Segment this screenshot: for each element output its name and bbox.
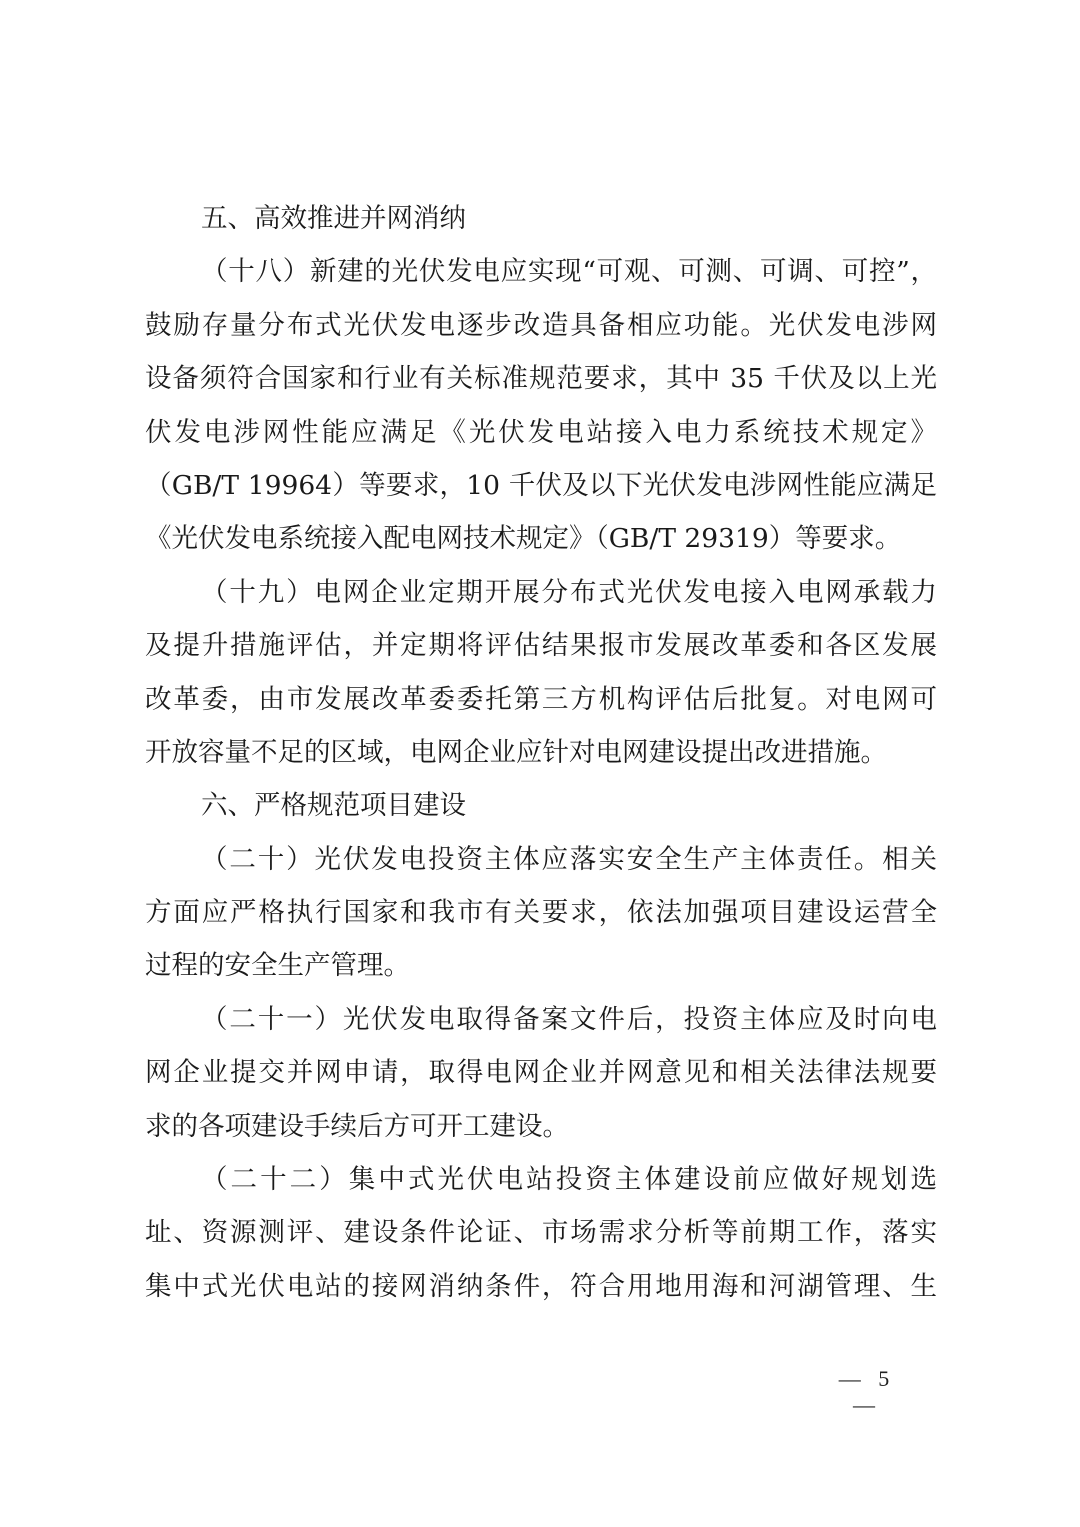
text-line: 过程的安全生产管理。 — [145, 950, 410, 982]
text-line: 开放容量不足的区域，电网企业应针对电网建设提出改进措施。 — [145, 736, 887, 768]
text-line: 鼓励存量分布式光伏发电逐步改造具备相应功能。光伏发电涉网 — [145, 309, 937, 341]
text-line: 伏发电涉网性能应满足《光伏发电站接入电力系统技术规定》 — [145, 416, 937, 448]
text-line: 五、高效推进并网消纳 — [201, 203, 466, 234]
text-line: （二十）光伏发电投资主体应落实安全生产主体责任。相关 — [201, 843, 937, 875]
text-line: 六、严格规范项目建设 — [201, 790, 466, 822]
document-body — [145, 192, 937, 1313]
text-line: 网企业提交并网申请，取得电网企业并网意见和相关法律法规要 — [145, 1057, 937, 1089]
text-line: 改革委，由市发展改革委委托第三方机构评估后批复。对电网可 — [145, 683, 937, 715]
text-line: 设备须符合国家和行业有关标准规范要求，其中 35 千伏及以上光 — [145, 363, 937, 395]
text-line: 《光伏发电系统接入配电网技术规定》（GB/T 29319）等要求。 — [145, 523, 902, 555]
text-line: 址、资源测评、建设条件论证、市场需求分析等前期工作，落实 — [145, 1217, 937, 1249]
text-line: 及提升措施评估，并定期将评估结果报市发展改革委和各区发展 — [145, 630, 937, 662]
text-line: （十九）电网企业定期开展分布式光伏发电接入电网承载力 — [201, 576, 937, 608]
text-line: 求的各项建设手续后方可开工建设。 — [145, 1110, 569, 1142]
page-number: — 5 — — [838, 1366, 896, 1417]
text-line: （二十一）光伏发电取得备案文件后，投资主体应及时向电 — [201, 1003, 937, 1035]
text-line: （十八）新建的光伏发电应实现“可观、可测、可调、可控”， — [201, 256, 937, 288]
text-line: 集中式光伏电站的接网消纳条件，符合用地用海和河湖管理、生 — [145, 1270, 937, 1302]
text-line: 方面应严格执行国家和我市有关要求，依法加强项目建设运营全 — [145, 897, 937, 929]
text-line: （二十二）集中式光伏电站投资主体建设前应做好规划选 — [201, 1164, 937, 1196]
text-line: （GB/T 19964）等要求，10 千伏及以下光伏发电涉网性能应满足 — [145, 469, 937, 501]
